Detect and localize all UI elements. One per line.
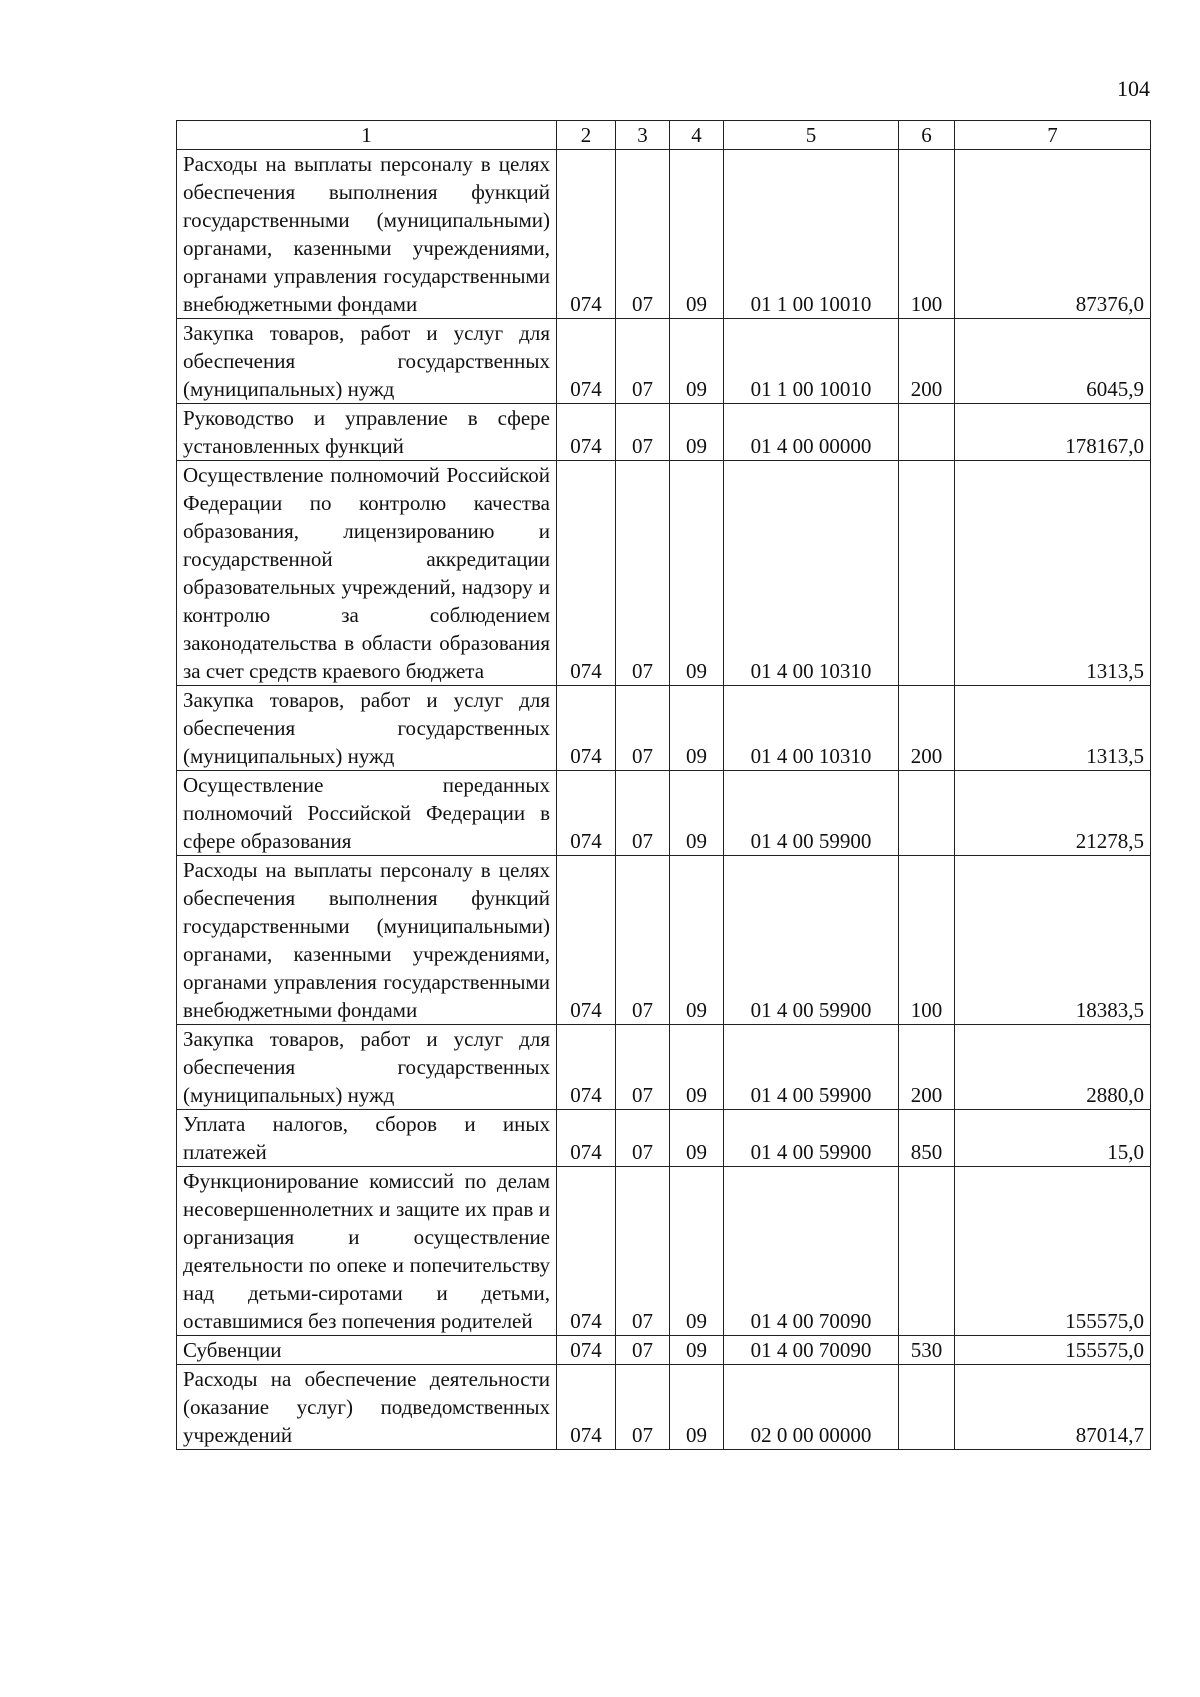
table-row	[177, 1167, 1151, 1336]
expense-type-cell: 200	[899, 686, 955, 771]
column-header: 3	[616, 121, 670, 150]
target-item-cell: 01 4 00 10310	[724, 686, 899, 771]
table-row	[177, 404, 1151, 461]
column-header: 5	[724, 121, 899, 150]
page-number: 104	[1117, 76, 1150, 101]
admin-code-cell: 074	[557, 856, 616, 1025]
column-header: 1	[177, 121, 557, 150]
section-code-cell: 07	[616, 461, 670, 686]
expense-type-cell	[899, 461, 955, 686]
subsection-code-cell: 09	[670, 686, 724, 771]
admin-code-cell: 074	[557, 319, 616, 404]
section-code-cell: 07	[616, 686, 670, 771]
admin-code-cell: 074	[557, 461, 616, 686]
header-row	[177, 121, 1151, 150]
expense-name-cell: Закупка товаров, работ и услуг для обеспечения государственных (муниципальных) нужд	[177, 1025, 557, 1110]
expense-name-cell: Руководство и управление в сфере установленных функций	[177, 404, 557, 461]
target-item-cell: 01 4 00 70090	[724, 1336, 899, 1365]
amount-cell: 155575,0	[955, 1336, 1151, 1365]
budget-table	[176, 120, 1151, 1450]
amount-cell: 1313,5	[955, 686, 1151, 771]
subsection-code-cell: 09	[670, 150, 724, 319]
admin-code-cell: 074	[557, 1365, 616, 1450]
table-row	[177, 686, 1151, 771]
column-header: 2	[557, 121, 616, 150]
table-row	[177, 1365, 1151, 1450]
target-item-cell: 01 4 00 59900	[724, 1025, 899, 1110]
amount-cell: 6045,9	[955, 319, 1151, 404]
amount-cell: 87014,7	[955, 1365, 1151, 1450]
section-code-cell: 07	[616, 1025, 670, 1110]
section-code-cell: 07	[616, 150, 670, 319]
expense-type-cell	[899, 1365, 955, 1450]
target-item-cell: 01 4 00 59900	[724, 771, 899, 856]
expense-name-cell: Субвенции	[177, 1336, 557, 1365]
target-item-cell: 01 4 00 00000	[724, 404, 899, 461]
section-code-cell: 07	[616, 771, 670, 856]
expense-name-cell: Расходы на выплаты персоналу в целях обеспечения выполнения функций государственными (муниципальными) органами, казенными учреждениями, органами управления государственными внебюджетными фондами	[177, 856, 557, 1025]
target-item-cell: 01 1 00 10010	[724, 150, 899, 319]
admin-code-cell: 074	[557, 1167, 616, 1336]
section-code-cell: 07	[616, 319, 670, 404]
expense-name-cell: Уплата налогов, сборов и иных платежей	[177, 1110, 557, 1167]
target-item-cell: 01 4 00 59900	[724, 856, 899, 1025]
expense-name-cell: Осуществление полномочий Российской Федерации по контролю качества образования, лицензированию и государственной аккредитации образовательных учреждений, надзору и контролю за соблюдением законодательства в области образования за счет средств краевого бюджета	[177, 461, 557, 686]
table-row	[177, 461, 1151, 686]
expense-type-cell: 200	[899, 1025, 955, 1110]
admin-code-cell: 074	[557, 150, 616, 319]
expense-type-cell	[899, 1167, 955, 1336]
admin-code-cell: 074	[557, 1336, 616, 1365]
admin-code-cell: 074	[557, 404, 616, 461]
expense-name-cell: Закупка товаров, работ и услуг для обеспечения государственных (муниципальных) нужд	[177, 686, 557, 771]
admin-code-cell: 074	[557, 771, 616, 856]
expense-name-cell: Функционирование комиссий по делам несовершеннолетних и защите их прав и организация и осуществление деятельности по опеке и попечительству над детьми-сиротами и детьми, оставшимися без попечения родителей	[177, 1167, 557, 1336]
subsection-code-cell: 09	[670, 461, 724, 686]
section-code-cell: 07	[616, 1110, 670, 1167]
table-body	[177, 150, 1151, 1450]
expense-type-cell: 200	[899, 319, 955, 404]
expense-type-cell	[899, 404, 955, 461]
section-code-cell: 07	[616, 856, 670, 1025]
column-header: 7	[955, 121, 1151, 150]
expense-name-cell: Закупка товаров, работ и услуг для обеспечения государственных (муниципальных) нужд	[177, 319, 557, 404]
table-row	[177, 150, 1151, 319]
section-code-cell: 07	[616, 1336, 670, 1365]
subsection-code-cell: 09	[670, 771, 724, 856]
table-row	[177, 771, 1151, 856]
target-item-cell: 01 4 00 70090	[724, 1167, 899, 1336]
target-item-cell: 02 0 00 00000	[724, 1365, 899, 1450]
amount-cell: 2880,0	[955, 1025, 1151, 1110]
expense-name-cell: Осуществление переданных полномочий Российской Федерации в сфере образования	[177, 771, 557, 856]
table-row	[177, 1110, 1151, 1167]
amount-cell: 87376,0	[955, 150, 1151, 319]
expense-type-cell: 530	[899, 1336, 955, 1365]
expense-type-cell: 100	[899, 150, 955, 319]
subsection-code-cell: 09	[670, 1025, 724, 1110]
expense-type-cell: 850	[899, 1110, 955, 1167]
table-row	[177, 319, 1151, 404]
admin-code-cell: 074	[557, 1025, 616, 1110]
amount-cell: 15,0	[955, 1110, 1151, 1167]
section-code-cell: 07	[616, 1167, 670, 1336]
subsection-code-cell: 09	[670, 319, 724, 404]
amount-cell: 155575,0	[955, 1167, 1151, 1336]
amount-cell: 18383,5	[955, 856, 1151, 1025]
subsection-code-cell: 09	[670, 1110, 724, 1167]
table-row	[177, 1025, 1151, 1110]
subsection-code-cell: 09	[670, 1365, 724, 1450]
target-item-cell: 01 4 00 59900	[724, 1110, 899, 1167]
section-code-cell: 07	[616, 1365, 670, 1450]
admin-code-cell: 074	[557, 686, 616, 771]
amount-cell: 178167,0	[955, 404, 1151, 461]
expense-name-cell: Расходы на выплаты персоналу в целях обеспечения выполнения функций государственными (муниципальными) органами, казенными учреждениями, органами управления государственными внебюджетными фондами	[177, 150, 557, 319]
column-header: 6	[899, 121, 955, 150]
target-item-cell: 01 4 00 10310	[724, 461, 899, 686]
table-row	[177, 856, 1151, 1025]
expense-type-cell: 100	[899, 856, 955, 1025]
subsection-code-cell: 09	[670, 404, 724, 461]
expense-name-cell: Расходы на обеспечение деятельности (оказание услуг) подведомственных учреждений	[177, 1365, 557, 1450]
target-item-cell: 01 1 00 10010	[724, 319, 899, 404]
section-code-cell: 07	[616, 404, 670, 461]
column-header: 4	[670, 121, 724, 150]
subsection-code-cell: 09	[670, 1167, 724, 1336]
subsection-code-cell: 09	[670, 856, 724, 1025]
expense-type-cell	[899, 771, 955, 856]
subsection-code-cell: 09	[670, 1336, 724, 1365]
amount-cell: 1313,5	[955, 461, 1151, 686]
table-row	[177, 1336, 1151, 1365]
amount-cell: 21278,5	[955, 771, 1151, 856]
admin-code-cell: 074	[557, 1110, 616, 1167]
